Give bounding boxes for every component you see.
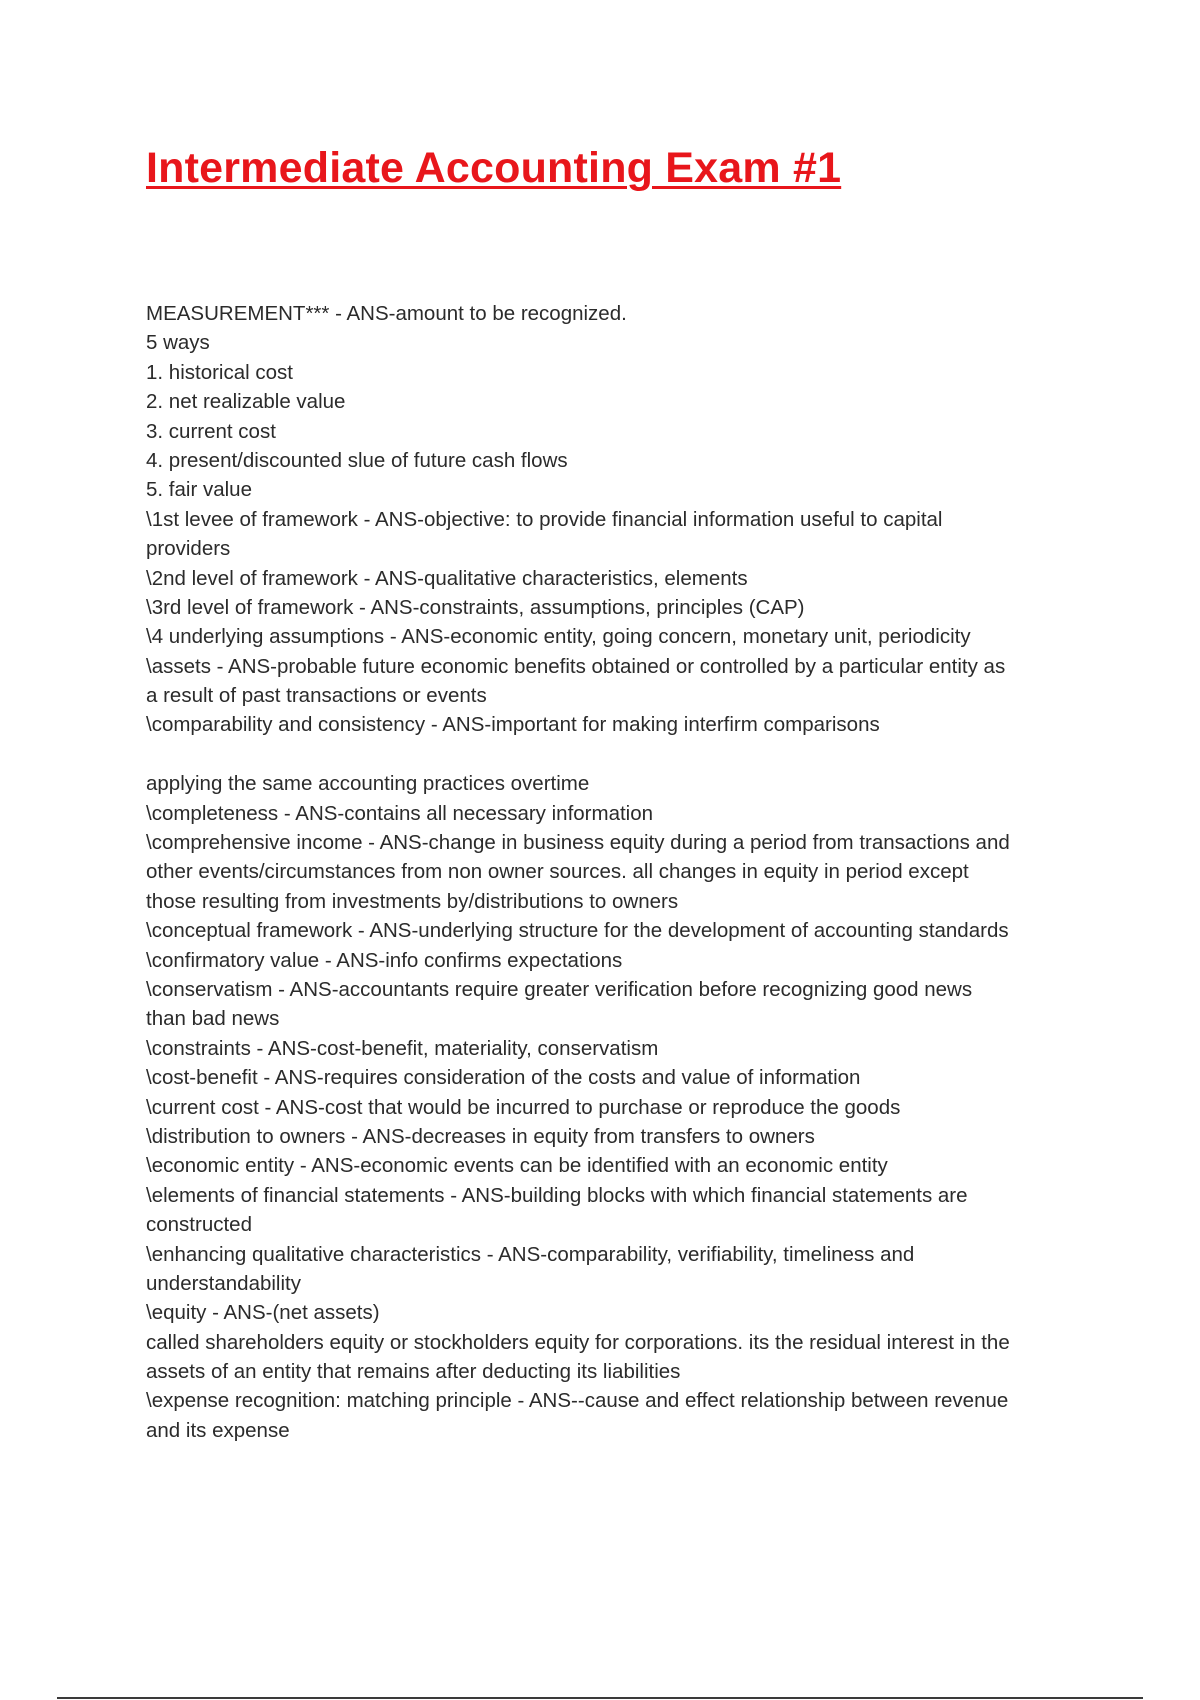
text-line: a result of past transactions or events xyxy=(146,684,487,708)
text-line: 4. present/discounted slue of future cash flows xyxy=(146,448,568,472)
text-line: 2. net realizable value xyxy=(146,390,346,414)
text-line: \constraints - ANS-cost-benefit, materiality, conservatism xyxy=(146,1036,659,1060)
text-line: \2nd level of framework - ANS-qualitative characteristics, elements xyxy=(146,566,748,590)
text-line: \comprehensive income - ANS-change in business equity during a period from transactions and xyxy=(146,831,1010,855)
text-line: \completeness - ANS-contains all necessary information xyxy=(146,801,654,825)
text-line: \current cost - ANS-cost that would be incurred to purchase or reproduce the goods xyxy=(146,1095,901,1119)
text-line: \3rd level of framework - ANS-constraints, assumptions, principles (CAP) xyxy=(146,595,805,619)
text-line: \expense recognition: matching principle - ANS--cause and effect relationship between revenue xyxy=(146,1389,1009,1413)
text-line: \conceptual framework - ANS-underlying structure for the development of accounting standards xyxy=(146,919,1009,943)
text-line: constructed xyxy=(146,1213,252,1237)
text-line: than bad news xyxy=(146,1007,280,1031)
text-line: \assets - ANS-probable future economic benefits obtained or controlled by a particular entity as xyxy=(146,654,1006,678)
document-body xyxy=(146,299,1096,1445)
text-line: 5 ways xyxy=(146,331,210,355)
text-line: applying the same accounting practices overtime xyxy=(146,772,590,796)
text-line: \elements of financial statements - ANS-building blocks with which financial statements are xyxy=(146,1183,968,1207)
text-line: providers xyxy=(146,537,231,561)
text-line: \comparability and consistency - ANS-important for making interfirm comparisons xyxy=(146,713,880,737)
text-line: those resulting from investments by/distributions to owners xyxy=(146,889,679,913)
text-line: MEASUREMENT*** - ANS-amount to be recognized. xyxy=(146,302,627,325)
text-line: assets of an entity that remains after deducting its liabilities xyxy=(146,1360,681,1384)
text-line: understandability xyxy=(146,1271,301,1295)
text-line: \economic entity - ANS-economic events can be identified with an economic entity xyxy=(146,1154,888,1178)
text-line: \distribution to owners - ANS-decreases in equity from transfers to owners xyxy=(146,1124,815,1148)
text-line: other events/circumstances from non owner sources. all changes in equity in period except xyxy=(146,860,969,884)
text-line: \confirmatory value - ANS-info confirms expectations xyxy=(146,948,623,972)
text-line: 3. current cost xyxy=(146,419,276,443)
text-line: called shareholders equity or stockholders equity for corporations. its the residual interest in the xyxy=(146,1330,1010,1354)
text-line: \4 underlying assumptions - ANS-economic entity, going concern, monetary unit, periodicity xyxy=(146,625,971,649)
footer-divider xyxy=(57,1697,1143,1699)
text-line: \cost-benefit - ANS-requires consideration of the costs and value of information xyxy=(146,1066,861,1090)
text-line: \1st levee of framework - ANS-objective: to provide financial information useful to capital xyxy=(146,507,943,531)
blank-line xyxy=(146,740,1096,769)
text-line: \equity - ANS-(net assets) xyxy=(146,1301,380,1325)
text-line: and its expense xyxy=(146,1418,290,1442)
text-line: \conservatism - ANS-accountants require greater verification before recognizing good news xyxy=(146,977,973,1001)
text-line: 5. fair value xyxy=(146,478,252,502)
text-line: 1. historical cost xyxy=(146,360,293,384)
page-title: Intermediate Accounting Exam #1 xyxy=(146,144,842,192)
text-line: \enhancing qualitative characteristics - ANS-comparability, verifiability, timeliness and xyxy=(146,1242,915,1266)
